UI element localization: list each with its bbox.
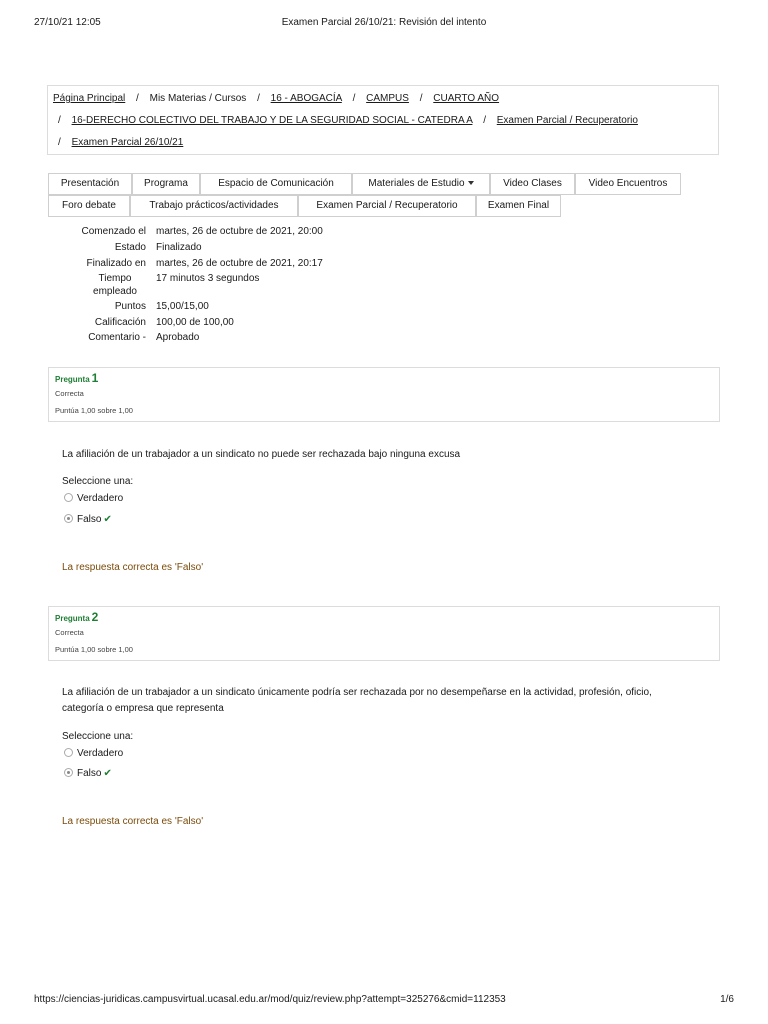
print-url: https://ciencias-juridicas.campusvirtual.ucasal.edu.ar/mod/quiz/review.php?attempt=325276&cmid=112353	[34, 994, 506, 1005]
select-one-label: Seleccione una:	[62, 476, 134, 487]
breadcrumb-faculty-link[interactable]: 16 - ABOGACÍA	[270, 93, 342, 104]
summary-value: Finalizado	[156, 242, 202, 253]
print-timestamp: 27/10/21 12:05	[34, 17, 101, 28]
summary-label: Puntos	[114, 301, 146, 312]
breadcrumb-my-courses: Mis Materias / Cursos	[149, 93, 247, 104]
summary-label: Finalizado en	[86, 258, 146, 269]
breadcrumb-course-link[interactable]: 16-DERECHO COLECTIVO DEL TRABAJO Y DE LA SEGURIDAD SOCIAL - CATEDRA A	[71, 115, 473, 126]
breadcrumb-campus-link[interactable]: CAMPUS	[366, 93, 409, 104]
summary-value: Aprobado	[156, 332, 200, 343]
breadcrumb-section-link[interactable]: Examen Parcial / Recuperatorio	[496, 115, 638, 126]
question-info-1	[48, 367, 720, 422]
correct-answer-feedback: La respuesta correcta es 'Falso'	[62, 562, 204, 573]
option-label: Falso	[77, 514, 102, 525]
radio-button[interactable]	[64, 493, 73, 502]
print-page-number: 1/6	[720, 994, 734, 1005]
question-number	[55, 371, 98, 385]
checkmark-icon: ✔	[103, 768, 112, 779]
tab-presentacion[interactable]	[48, 173, 132, 195]
summary-label: Comentario -	[88, 332, 146, 343]
breadcrumb-line-2	[53, 115, 638, 126]
option-label: Verdadero	[77, 493, 124, 504]
question-info-2	[48, 606, 720, 661]
breadcrumb-separator: /	[419, 93, 423, 104]
tab-programa[interactable]	[132, 173, 200, 195]
tab-espacio-comunicacion[interactable]	[200, 173, 352, 195]
answer-option-falso[interactable]	[64, 768, 112, 779]
question-number-value: 2	[91, 610, 99, 624]
breadcrumb-separator: /	[58, 115, 61, 126]
question-label: Pregunta	[55, 614, 90, 623]
correct-answer-feedback: La respuesta correcta es 'Falso'	[62, 816, 204, 827]
question-grade: Puntúa 1,00 sobre 1,00	[55, 645, 133, 654]
summary-label: Calificación	[94, 317, 146, 328]
breadcrumb-quiz-link[interactable]: Examen Parcial 26/10/21	[71, 137, 184, 148]
answer-option-verdadero[interactable]	[64, 493, 123, 504]
summary-value: 17 minutos 3 segundos	[156, 273, 260, 284]
tab-label: Presentación	[60, 178, 120, 189]
select-one-label: Seleccione una:	[62, 731, 134, 742]
summary-value: 100,00 de 100,00	[156, 317, 234, 328]
tab-video-clases[interactable]	[490, 173, 575, 195]
tab-examen-final[interactable]	[476, 195, 561, 217]
tab-trabajos-practicos[interactable]	[130, 195, 298, 217]
breadcrumb-separator: /	[58, 137, 61, 148]
summary-value: 15,00/15,00	[156, 301, 209, 312]
chevron-down-icon	[468, 181, 474, 185]
tab-label: Espacio de Comunicación	[218, 178, 334, 189]
breadcrumb-separator: /	[352, 93, 356, 104]
breadcrumb-home-link[interactable]: Página Principal	[53, 93, 126, 104]
summary-value: martes, 26 de octubre de 2021, 20:17	[156, 258, 323, 269]
answer-option-falso[interactable]	[64, 514, 112, 525]
radio-button-selected[interactable]	[64, 514, 73, 523]
print-header	[0, 17, 768, 31]
breadcrumb-year-link[interactable]: CUARTO AÑO	[433, 93, 500, 104]
tab-label: Examen Final	[487, 200, 550, 211]
tab-materiales-estudio[interactable]	[352, 173, 490, 195]
option-label: Falso	[77, 768, 102, 779]
tab-label: Video Encuentros	[588, 178, 668, 189]
breadcrumb-separator: /	[483, 115, 486, 126]
tab-video-encuentros[interactable]	[575, 173, 681, 195]
tab-label: Programa	[144, 178, 188, 189]
summary-value: martes, 26 de octubre de 2021, 20:00	[156, 226, 323, 237]
print-page-title: Examen Parcial 26/10/21: Revisión del intento	[281, 17, 487, 28]
radio-button[interactable]	[64, 748, 73, 757]
tab-foro-debate[interactable]	[48, 195, 130, 217]
question-text: La afiliación de un trabajador a un sindicato no puede ser rechazada bajo ninguna excusa	[62, 449, 461, 460]
breadcrumb-separator: /	[136, 93, 139, 104]
tab-examen-parcial[interactable]	[298, 195, 476, 217]
radio-button-selected[interactable]	[64, 768, 73, 777]
summary-label: Tiempo empleado	[93, 273, 137, 297]
tab-label: Examen Parcial / Recuperatorio	[316, 200, 458, 211]
question-state: Correcta	[55, 389, 84, 398]
option-label: Verdadero	[77, 748, 124, 759]
summary-label: Estado	[114, 242, 146, 253]
breadcrumb-separator: /	[257, 93, 260, 104]
summary-label: Comenzado el	[81, 226, 146, 237]
print-footer	[0, 994, 768, 1008]
tab-label: Materiales de Estudio	[368, 178, 465, 189]
breadcrumb	[47, 85, 719, 155]
tab-label: Foro debate	[62, 200, 116, 211]
question-state: Correcta	[55, 628, 84, 637]
question-number-value: 1	[91, 371, 99, 385]
checkmark-icon: ✔	[103, 514, 112, 525]
question-number	[55, 610, 98, 624]
tab-label: Trabajo prácticos/actividades	[149, 200, 279, 211]
question-text: La afiliación de un trabajador a un sindicato únicamente podría ser rechazada por no desempeñarse en la actividad, profesión, oficio, categoría o empresa que representa	[62, 687, 652, 714]
tab-label: Video Clases	[503, 178, 562, 189]
answer-option-verdadero[interactable]	[64, 748, 123, 759]
breadcrumb-line-1	[53, 93, 499, 104]
breadcrumb-line-3	[53, 137, 183, 148]
question-grade: Puntúa 1,00 sobre 1,00	[55, 406, 133, 415]
question-label: Pregunta	[55, 375, 90, 384]
